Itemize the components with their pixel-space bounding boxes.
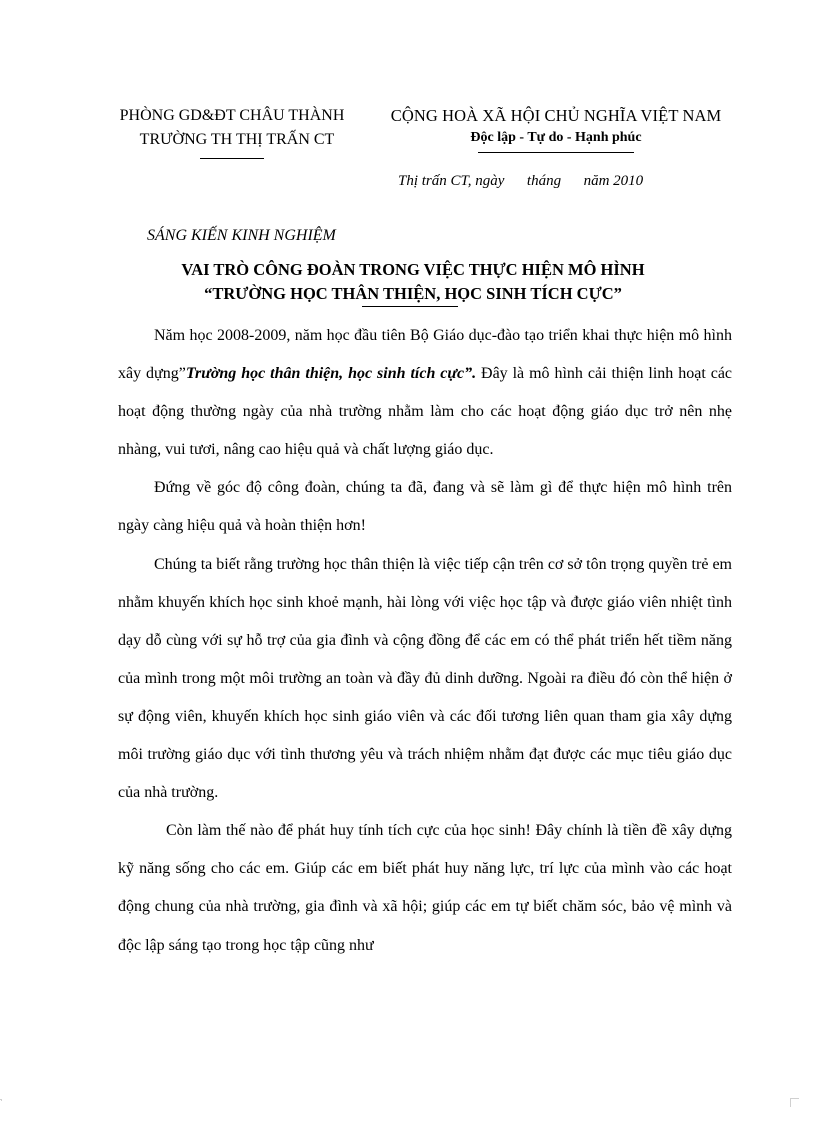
agency-header [96,104,368,159]
crop-mark-bottom-left [0,1099,2,1101]
paragraph-2: Đứng về góc độ công đoàn, chúng ta đã, đang và sẽ làm gì để thực hiện mô hình trên ngày càng hiệu quả và hoàn thiện hơn! [118,479,732,535]
department-name: PHÒNG GD&ĐT CHÂU THÀNH [119,107,345,124]
paragraph-1 [118,317,732,469]
title-underline [362,306,458,307]
paragraph-3: Chúng ta biết rằng trường học thân thiện là việc tiếp cận trên cơ sở tôn trọng quyền trẻ em nhằm khuyến khích học sinh khoẻ mạnh, hài lòng với việc học tập và được giáo viên nhiệt tình dạy dỗ cùng với sự hỗ trợ của gia đình và cộng đồng để các em có thể phát triển hết tiềm năng của mình trong một môi trường an toàn và đầy đủ dinh dưỡng. Ngoài ra điều đó còn thể hiện ở sự động viên, khuyến khích học sinh giáo viên và các đối tương liên quan tham gia xây dựng môi trường giáo dục với tình thương yêu và trách nhiệm nhằm đạt được các mục tiêu giáo dục của nhà trường. [118,555,732,802]
paragraph-1-emphasis: Trường học thân thiện, học sinh tích cực”. [185,365,477,383]
title-line-1: VAI TRÒ CÔNG ĐOÀN TRONG VIỆC THỰC HIỆN MÔ HÌNH [181,260,645,279]
paragraph-1-rest: Đây là mô hình cải thiện linh hoạt các hoạt động thường ngày của nhà trường nhằm làm cho các hoạt động giáo dục trở nên nhẹ nhàng, vui tươi, nâng cao hiệu quả và chất lượng giáo dục. [118,365,733,459]
document-body [118,317,732,965]
crop-mark-bottom-right [790,1098,799,1107]
motto-underline [478,152,634,153]
nation-name: CỘNG HOÀ XÃ HỘI CHỦ NGHĨA VIỆT NAM [390,106,722,125]
national-motto: Độc lập - Tự do - Hạnh phúc [470,130,642,145]
document-type-label: SÁNG KIẾN KINH NGHIỆM [147,227,336,244]
national-header [380,104,732,153]
paragraph-1-lead: Năm học 2008-2009, năm học đầu tiên Bộ Giáo dục-đào tạo triển khai thực hiện mô hình xây dựng” [118,327,732,383]
school-name: TRƯỜNG TH THỊ TRẤN CT [139,131,335,148]
agency-underline [200,158,264,159]
paragraph-4: Còn làm thế nào để phát huy tính tích cực của học sinh! Đây chính là tiền đề xây dựng kỹ năng sống cho các em. Giúp các em biết phát huy năng lực, trí lực của mình vào các hoạt động chung của nhà trường, gia đình và xã hội; giúp các em tự biết chăm sóc, bảo vệ mình và độc lập sáng tạo trong học tập cũng như [118,822,732,954]
document-title [80,258,746,306]
place-date-line: Thị trấn CT, ngày tháng năm 2010 [398,173,644,189]
title-line-2: “TRƯỜNG HỌC THÂN THIỆN, HỌC SINH TÍCH CỰC” [204,284,622,303]
